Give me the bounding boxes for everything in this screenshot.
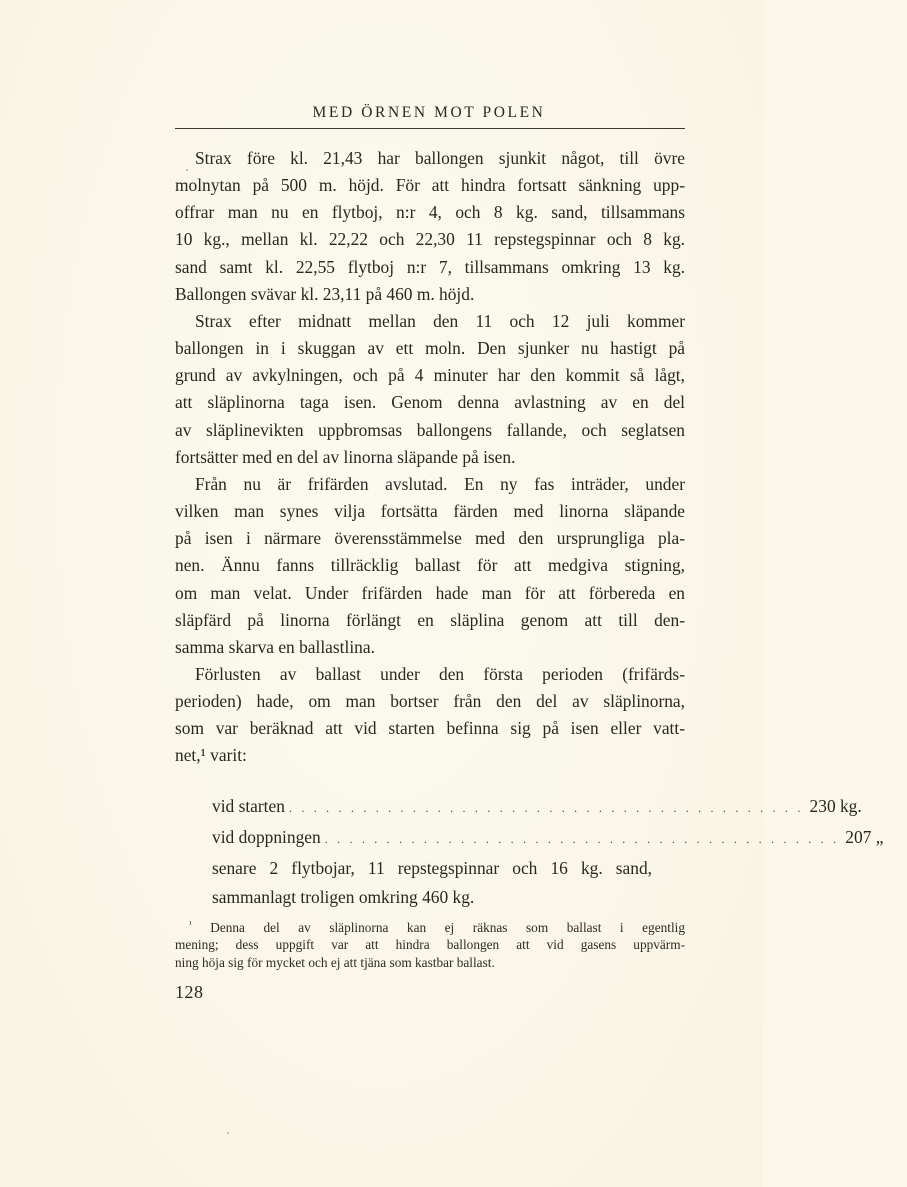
ledger-value: 207 „ xyxy=(845,827,884,847)
text-line: ballongen in i skuggan av ett moln. Den sjunker nu hastigt på xyxy=(175,338,685,359)
text-line: som var beräknad att vid starten befinna sig på isen eller vatt- xyxy=(175,718,685,739)
running-head: MED ÖRNEN MOT POLEN xyxy=(312,104,546,121)
text-line: vilken man synes vilja fortsätta färden med linorna släpande xyxy=(175,501,685,522)
text-line: om man velat. Under frifärden hade man för att förbereda en xyxy=(175,582,685,603)
text-line: Förlusten av ballast under den första perioden (frifärds- xyxy=(195,663,685,684)
paragraph xyxy=(175,145,685,308)
text-line: Strax före kl. 21,43 har ballongen sjunkit något, till övre xyxy=(195,148,685,168)
text-line: på isen i närmare överensstämmelse med den ursprungliga pla- xyxy=(175,528,685,549)
text-line: net,¹ varit: xyxy=(175,745,247,766)
footnote-line: ning höja sig för mycket och ej att tjäna som kastbar ballast. xyxy=(175,954,495,970)
text-line: att släplinorna taga isen. Genom denna avlastning av en del xyxy=(175,392,685,413)
text-line: grund av avkylningen, och på 4 minuter har den kommit så lågt, xyxy=(175,365,685,386)
text-line: sand samt kl. 22,55 flytboj n:r 7, tillsammans omkring 13 kg. xyxy=(175,256,685,277)
text-line: perioden) hade, om man bortser från den del av släplinorna, xyxy=(175,691,685,712)
ledger-row xyxy=(212,792,862,823)
paper-speck xyxy=(227,1132,229,1134)
page-number: 128 xyxy=(175,982,204,1002)
text-line: 10 kg., mellan kl. 22,22 och 22,30 11 repstegspinnar och 8 kg. xyxy=(175,229,685,250)
dot-leader: . . . . . . . . . . . . . . . . . . . . . . . . . . . . . . . . . . . . . . . . . . xyxy=(324,832,840,846)
paragraph xyxy=(175,471,685,661)
footnote xyxy=(175,916,685,971)
ledger-label: vid starten xyxy=(212,796,285,816)
text-line: släpfärd på linorna förlängt en släplina genom att till den- xyxy=(175,609,685,630)
dot-leader: . . . . . . . . . . . . . . . . . . . . . . . . . . . . . . . . . . . . . . . . . . xyxy=(288,801,804,815)
footnote-mark: ¹ xyxy=(189,919,192,929)
text-line: Från nu är frifärden avslutad. En ny fas inträder, under xyxy=(195,473,685,494)
text-line: samma skarva en ballastlina. xyxy=(175,636,375,657)
text-line: Ballongen svävar kl. 23,11 på 460 m. höjd. xyxy=(175,283,475,304)
header-rule xyxy=(175,128,685,129)
ledger-row xyxy=(212,823,884,854)
text-line: av släplinevikten uppbromsas ballongens fallande, och seglatsen xyxy=(175,419,685,440)
text-line: nen. Ännu fanns tillräcklig ballast för att medgiva stigning, xyxy=(175,555,685,576)
text-line: offrar man nu en flytboj, n:r 4, och 8 kg. sand, tillsammans xyxy=(175,202,685,223)
text-line: molnytan på 500 m. höjd. För att hindra fortsatt sänkning upp- xyxy=(175,175,685,196)
footnote-text: Denna del av släplinorna kan ej räknas som ballast i egentlig xyxy=(210,920,685,935)
body-text xyxy=(175,145,685,770)
ledger-text-line: sammanlagt troligen omkring 460 kg. xyxy=(212,887,475,907)
ledger-label: vid doppningen xyxy=(212,827,321,847)
paper-speck xyxy=(186,169,188,171)
ledger-text-line: senare 2 flytbojar, 11 repstegspinnar och 16 kg. sand, xyxy=(212,858,652,878)
footnote-line xyxy=(175,916,685,936)
text-line: Strax efter midnatt mellan den 11 och 12 juli kommer xyxy=(195,310,685,331)
ledger-value: 230 kg. xyxy=(809,796,862,816)
ballast-ledger xyxy=(212,792,884,912)
footnote-line: mening; dess uppgift var att hindra ballongen att vid gasens uppvärm- xyxy=(175,937,685,953)
paragraph xyxy=(175,661,685,770)
text-line: fortsätter med en del av linorna släpande på isen. xyxy=(175,446,516,467)
paragraph xyxy=(175,308,685,471)
